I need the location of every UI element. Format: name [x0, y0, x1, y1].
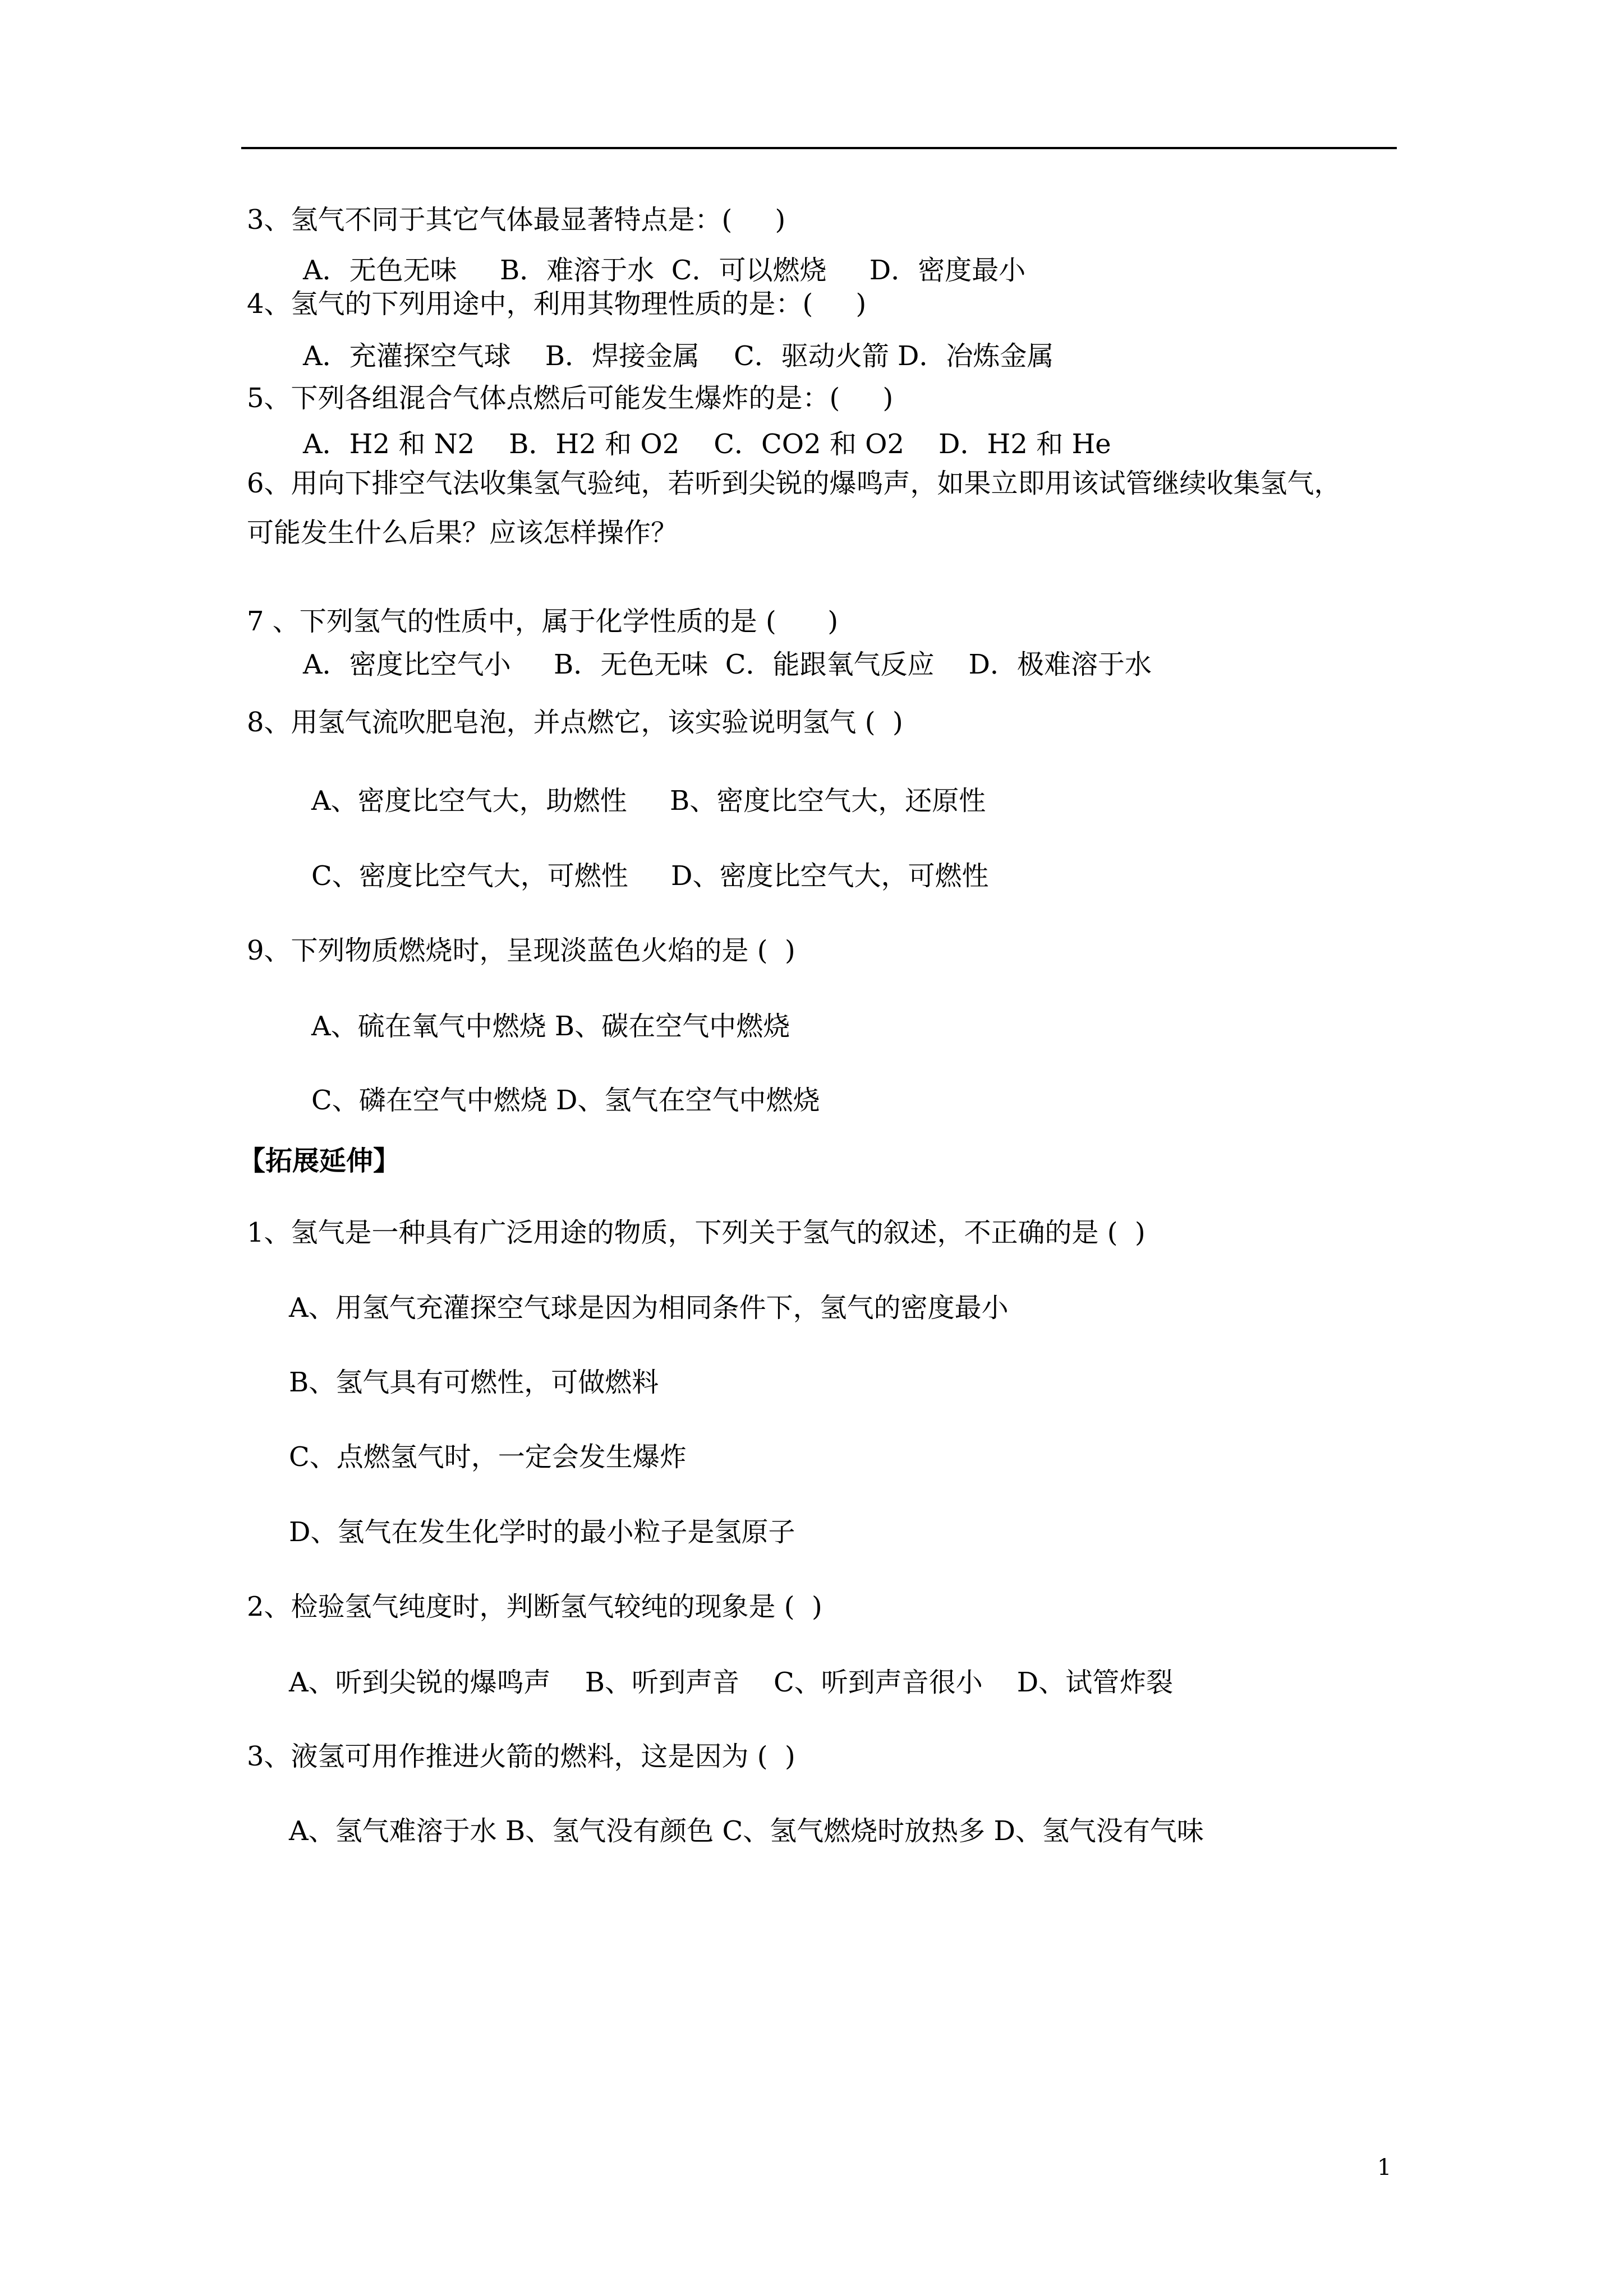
question-9-options-cd: C、磷在空气中燃烧 D、氢气在空气中燃烧	[311, 1085, 820, 1116]
question-9: 9、下列物质燃烧时，呈现淡蓝色火焰的是 ( )	[247, 935, 795, 966]
question-3: 3、氢气不同于其它气体最显著特点是：( )	[247, 204, 786, 236]
extension-question-1-option-a: A、用氢气充灌探空气球是因为相同条件下，氢气的密度最小	[289, 1292, 1009, 1324]
question-4: 4、氢气的下列用途中，利用其物理性质的是：( )	[247, 288, 867, 320]
section-title: 【拓展延伸】	[238, 1145, 401, 1177]
question-8-options-cd: C、密度比空气大，可燃性 D、密度比空气大，可燃性	[311, 860, 989, 892]
question-4-options: A．充灌探空气球 B．焊接金属 C．驱动火箭 D．冶炼金属	[303, 340, 1054, 372]
question-3-options: A．无色无味 B．难溶于水 C．可以燃烧 D．密度最小	[303, 255, 1026, 286]
question-6-line-1: 6、用向下排空气法收集氢气验纯，若听到尖锐的爆鸣声，如果立即用该试管继续收集氢气，	[247, 468, 1341, 499]
question-8: 8、用氢气流吹肥皂泡，并点燃它，该实验说明氢气 ( )	[247, 707, 903, 738]
extension-question-3-options: A、氢气难溶于水 B、氢气没有颜色 C、氢气燃烧时放热多 D、氢气没有气味	[289, 1815, 1204, 1847]
extension-question-1: 1、氢气是一种具有广泛用途的物质，下列关于氢气的叙述，不正确的是 ( )	[247, 1217, 1145, 1248]
extension-question-1-option-c: C、点燃氢气时，一定会发生爆炸	[289, 1441, 687, 1473]
question-7: 7 、下列氢气的性质中，属于化学性质的是 ( )	[247, 606, 839, 637]
question-7-options: A．密度比空气小 B．无色无味 C．能跟氧气反应 D．极难溶于水	[303, 649, 1152, 680]
extension-question-1-option-b: B、氢气具有可燃性，可做燃料	[289, 1367, 659, 1398]
header-rule	[241, 147, 1397, 149]
question-9-options-ab: A、硫在氧气中燃烧 B、碳在空气中燃烧	[311, 1011, 790, 1042]
page-number: 1	[1377, 2155, 1392, 2180]
extension-question-2-options: A、听到尖锐的爆鸣声 B、听到声音 C、听到声音很小 D、试管炸裂	[289, 1667, 1174, 1698]
question-6-line-2: 可能发生什么后果？应该怎样操作？	[247, 517, 678, 548]
extension-question-1-option-d: D、氢气在发生化学时的最小粒子是氢原子	[289, 1516, 795, 1548]
extension-question-2: 2、检验氢气纯度时，判断氢气较纯的现象是 ( )	[247, 1591, 822, 1622]
question-8-options-ab: A、密度比空气大，助燃性 B、密度比空气大，还原性	[311, 785, 986, 817]
question-5-options: A．H2 和 N2 B．H2 和 O2 C．CO2 和 O2 D．H2 和 He	[303, 428, 1111, 460]
question-5: 5、下列各组混合气体点燃后可能发生爆炸的是：( )	[247, 382, 894, 414]
extension-question-3: 3、液氢可用作推进火箭的燃料，这是因为 ( )	[247, 1741, 795, 1772]
